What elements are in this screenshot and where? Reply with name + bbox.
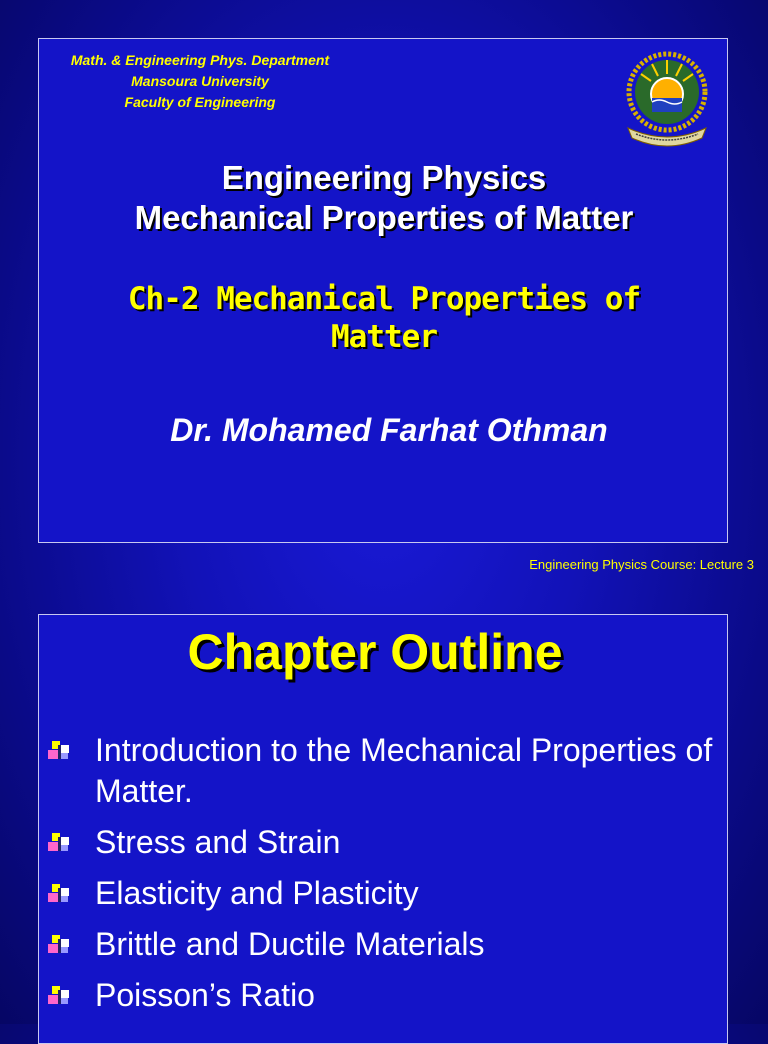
outline-item <box>48 730 748 812</box>
square-bullet-icon <box>48 833 72 853</box>
department-name: Math. & Engineering Phys. Department <box>70 52 330 68</box>
outline-list <box>48 730 748 1026</box>
course-title <box>0 158 768 238</box>
square-bullet-icon <box>48 884 72 904</box>
chapter-heading-line-1: Ch-2 Mechanical Properties of <box>127 281 641 317</box>
chapter-heading <box>0 280 768 356</box>
outline-item-text: Introduction to the Mechanical Properties of Matter. <box>95 732 713 809</box>
outline-item-text: Elasticity and Plasticity <box>95 875 419 911</box>
department-block <box>40 50 360 113</box>
university-name: Mansoura University <box>131 73 269 89</box>
square-bullet-icon <box>48 935 72 955</box>
author-name: Dr. Mohamed Farhat Othman <box>170 412 608 448</box>
faculty-name: Faculty of Engineering <box>124 94 276 110</box>
outline-item <box>48 822 748 863</box>
outline-item <box>48 873 748 914</box>
outline-item-text: Stress and Strain <box>95 824 341 860</box>
square-bullet-icon <box>48 741 72 761</box>
square-bullet-icon <box>48 986 72 1006</box>
slide-footer: Engineering Physics Course: Lecture 3 <box>529 557 754 572</box>
university-seal-icon <box>622 46 712 150</box>
outline-item <box>48 924 748 965</box>
chapter-heading-line-2: Matter <box>331 319 437 355</box>
outline-title: Chapter Outline <box>187 624 563 680</box>
course-title-line-1: Engineering Physics <box>221 159 547 196</box>
outline-item <box>48 975 748 1016</box>
outline-item-text: Brittle and Ductile Materials <box>95 926 485 962</box>
outline-item-text: Poisson’s Ratio <box>95 977 315 1013</box>
course-title-line-2: Mechanical Properties of Matter <box>134 199 634 236</box>
